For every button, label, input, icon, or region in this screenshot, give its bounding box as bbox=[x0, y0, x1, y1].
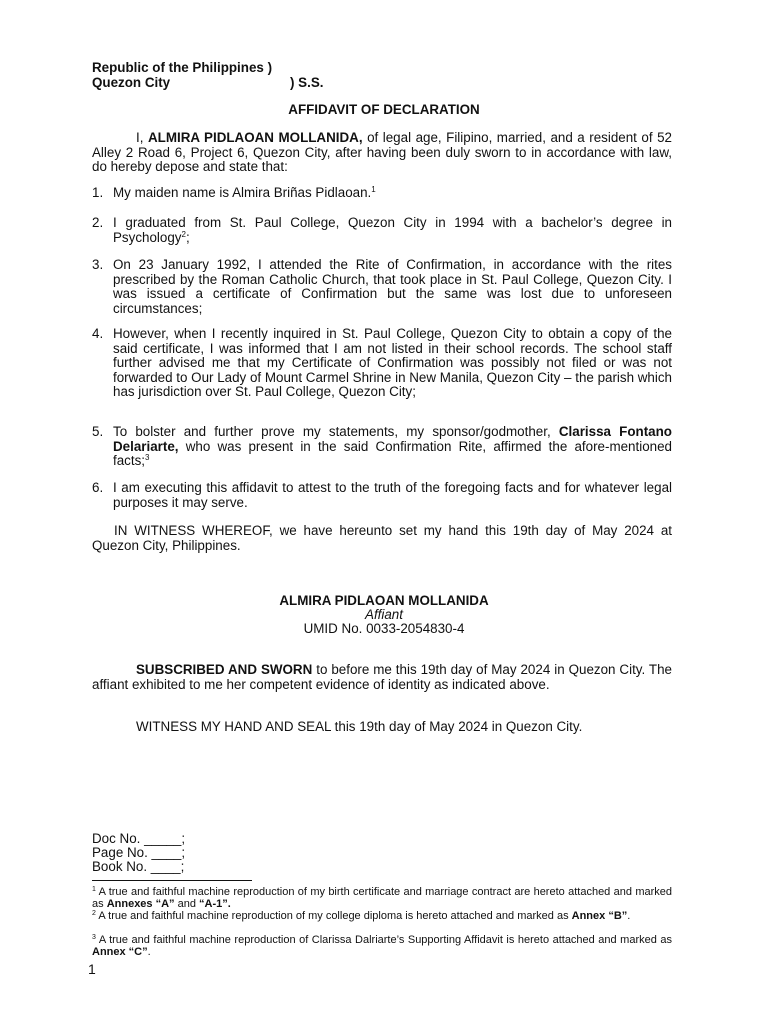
list-item bbox=[92, 425, 672, 469]
page-number-ref: Page No. ____; bbox=[92, 845, 186, 860]
doc-number: Doc No. _____; bbox=[92, 831, 186, 846]
item-text: I am executing this affidavit to attest to the truth of the foregoing facts and for whatever legal purposes it may serve. bbox=[113, 480, 672, 510]
item-text-cont: who was present in the said Confirmation Rite, affirmed the afore-mentioned facts; bbox=[113, 438, 672, 469]
jurat-bold: SUBSCRIBED AND SWORN bbox=[136, 662, 313, 677]
jurat-paragraph bbox=[92, 663, 672, 692]
venue-line-2 bbox=[92, 76, 170, 91]
item-text: To bolster and further prove my statements, my sponsor/godmother, bbox=[113, 424, 559, 439]
document-title: AFFIDAVIT OF DECLARATION bbox=[288, 102, 480, 117]
annex-label: Annex “C” bbox=[92, 945, 148, 958]
item-number: 3. bbox=[92, 257, 104, 272]
venue-ss: ) S.S. bbox=[290, 75, 324, 90]
jurat-text: to before me this 19th day of May 2024 in Quezon City. The affiant exhibited to me her competent evidence of identity as indicated above. bbox=[92, 662, 672, 692]
item-text-end: ; bbox=[185, 229, 190, 245]
intro-text: of legal age, Filipino, married, and a resident of 52 Alley 2 Road 6, Project 6, Quezon City, after having been duly sworn to in accordance with law, do hereby depose and state that: bbox=[92, 130, 672, 175]
footnote-ref: 3 bbox=[145, 453, 150, 463]
annex-label: Annex “B” bbox=[571, 910, 628, 922]
sponsor-name: Clarissa Fontano Delariarte, bbox=[113, 424, 672, 454]
annex-label: “A-1”. bbox=[199, 897, 231, 910]
footnote-text: A true and faithful machine reproduction of Clarissa Dalriarte’s Supporting Affidavit is hereto attached and marked as bbox=[95, 934, 672, 946]
list-item bbox=[92, 216, 672, 245]
venue-line-1: Republic of the Philippines ) bbox=[92, 60, 273, 75]
page-number: 1 bbox=[88, 961, 96, 977]
intro-paragraph bbox=[92, 131, 672, 175]
footnote-1 bbox=[92, 887, 672, 911]
intro-prefix: I, bbox=[136, 130, 148, 145]
footnote-text: . bbox=[627, 910, 631, 922]
item-text: My maiden name is Almira Briñas Pidlaoan. bbox=[113, 185, 372, 200]
affiant-name: ALMIRA PIDLAOAN MOLLANIDA bbox=[279, 593, 489, 608]
item-number: 2. bbox=[92, 215, 104, 230]
footnote-text: A true and faithful machine reproduction of my college diploma is hereto attached and marked as bbox=[95, 910, 572, 922]
umid-number: UMID No. 0033-2054830-4 bbox=[303, 621, 465, 636]
footnote-divider bbox=[92, 880, 252, 881]
footnote-text: . bbox=[147, 945, 151, 958]
item-number: 6. bbox=[92, 480, 104, 495]
footnote-2 bbox=[92, 911, 672, 923]
footnote-mark: 1 bbox=[92, 886, 96, 893]
item-text: However, when I recently inquired in St. Paul College, Quezon City to obtain a copy of the said certificate, I was informed that I am not listed in their school records. The school staff further advised me that my Certificate of Confirmation was possibly not filed or was not forwarded to Our Lady of Mount Carmel Shrine in New Manila, Quezon City – the parish which has jurisdiction over St. Paul College, Quezon City; bbox=[113, 326, 672, 400]
affiant-name-inline: ALMIRA PIDLAOAN MOLLANIDA, bbox=[147, 130, 363, 145]
footnote-mark: 2 bbox=[92, 910, 96, 917]
footnote-mark: 3 bbox=[92, 934, 96, 941]
witness-paragraph: IN WITNESS WHEREOF, we have hereunto set my hand this 19th day of May 2024 at Quezon City, Philippines. bbox=[92, 523, 672, 553]
item-text: I graduated from St. Paul College, Quezon City in 1994 with a bachelor’s degree in Psychology bbox=[113, 215, 672, 245]
footnote-text: and bbox=[174, 897, 200, 910]
footnote-ref: 2 bbox=[181, 229, 186, 239]
seal-paragraph: WITNESS MY HAND AND SEAL this 19th day of May 2024 in Quezon City. bbox=[136, 719, 583, 734]
annex-label: Annexes “A” bbox=[106, 897, 175, 910]
item-number: 1. bbox=[92, 185, 104, 200]
footnote-text: A true and faithful machine reproduction of my birth certificate and marriage contract are hereto attached and marked as bbox=[92, 886, 672, 910]
venue-city: Quezon City bbox=[92, 75, 171, 90]
item-number: 5. bbox=[92, 424, 104, 439]
footnote-3 bbox=[92, 935, 672, 959]
item-number: 4. bbox=[92, 326, 104, 341]
book-number-ref: Book No. ____; bbox=[92, 859, 185, 874]
item-text: On 23 January 1992, I attended the Rite of Confirmation, in accordance with the rites prescribed by the Roman Catholic Church, that took place in St. Paul College, Quezon City. I was issued a certificate of Confirmation but the same was lost due to unforeseen circumstances; bbox=[113, 257, 672, 316]
list-item bbox=[92, 258, 672, 316]
footnote-ref: 1 bbox=[371, 185, 376, 194]
list-item bbox=[92, 186, 672, 201]
list-item bbox=[92, 327, 672, 400]
list-item bbox=[92, 481, 672, 510]
affiant-label: Affiant bbox=[365, 607, 403, 622]
